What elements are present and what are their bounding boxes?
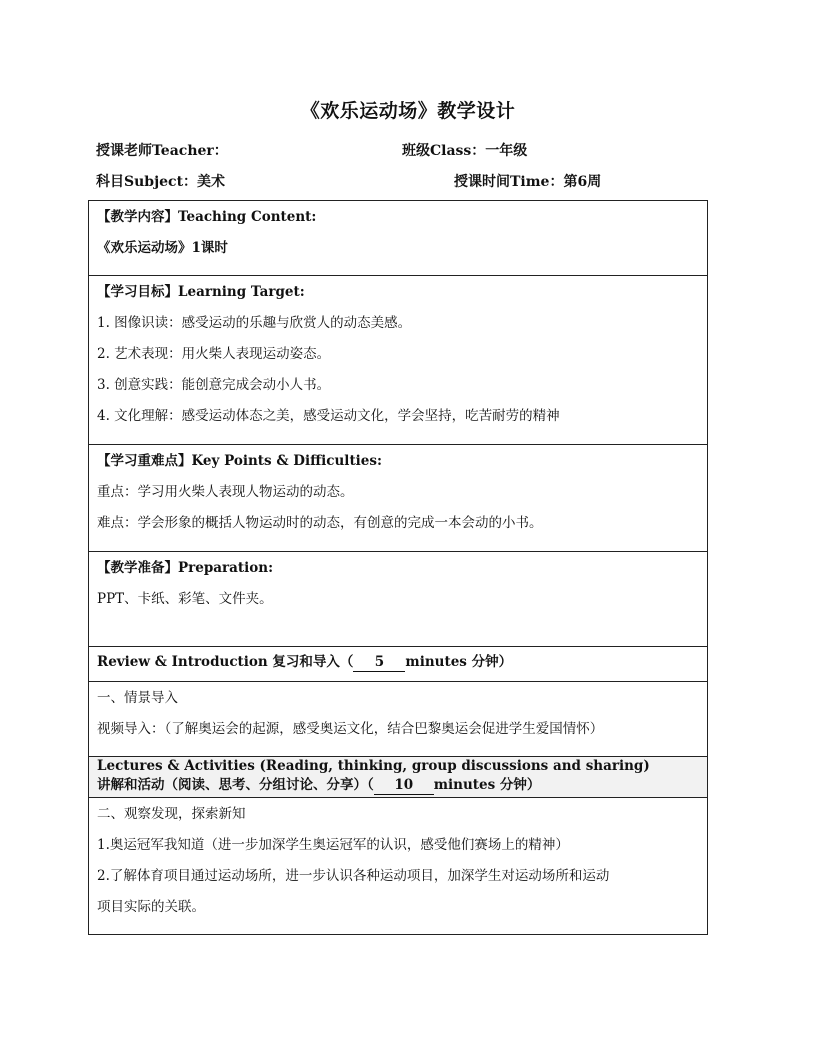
key-points-heading: 【学习重难点】Key Points & Difficulties: [97, 453, 382, 469]
learning-target-item: 1. 图像识读：感受运动的乐趣与欣赏人的动态美感。 [97, 315, 412, 331]
preparation-heading: 【教学准备】Preparation: [97, 560, 274, 576]
preparation-row [89, 552, 708, 647]
review-cell [89, 647, 708, 682]
observe-item-continued: 项目实际的关联。 [97, 899, 205, 915]
teacher-label: 授课老师Teacher： [96, 143, 228, 159]
teaching-content-row [89, 201, 708, 276]
key-point-item: 重点：学习用火柴人表现人物运动的动态。 [97, 484, 354, 500]
lectures-cell [89, 757, 708, 798]
learning-target-row [89, 276, 708, 445]
learning-target-item: 3. 创意实践：能创意完成会动小人书。 [97, 377, 331, 393]
intro-row [89, 682, 708, 757]
learning-target-item: 2. 艺术表现：用火柴人表现运动姿态。 [97, 346, 331, 362]
lectures-minutes-unit: minutes 分钟） [433, 777, 541, 793]
learning-target-heading: 【学习目标】Learning Target: [97, 284, 305, 300]
observe-item: 2.了解体育项目通过运动场所，进一步认识各种运动项目，加深学生对运动场所和运动 [97, 868, 610, 884]
document-title: 《欢乐运动场》教学设计 [300, 100, 516, 122]
learning-target-item: 4. 文化理解：感受运动体态之美，感受运动文化，学会坚持，吃苦耐劳的精神 [97, 408, 560, 424]
observe-heading: 二、观察发现，探索新知 [97, 806, 246, 822]
teaching-content-heading: 【教学内容】Teaching Content: [97, 209, 317, 225]
review-heading [97, 647, 699, 678]
key-points-row [89, 445, 708, 552]
lectures-heading-cn [97, 776, 699, 795]
preparation-cell [89, 552, 708, 647]
intro-cell [89, 682, 708, 757]
difficulty-item: 难点：学会形象的概括人物运动时的动态，有创意的完成一本会动的小书。 [97, 515, 543, 531]
review-label: Review & Introduction 复习和导入（ [97, 654, 354, 670]
observe-item: 1.奥运冠军我知道（进一步加深学生奥运冠军的认识，感受他们赛场上的精神） [97, 837, 569, 853]
key-points-cell [89, 445, 708, 552]
lectures-minutes: 10 [374, 776, 434, 795]
lectures-row [89, 757, 708, 798]
review-minutes-unit: minutes 分钟） [405, 654, 513, 670]
lectures-label: 讲解和活动（阅读、思考、分组讨论、分享）（ [97, 777, 374, 793]
intro-heading: 一、情景导入 [97, 690, 178, 706]
class-label: 班级Class：一年级 [402, 143, 528, 159]
preparation-text: PPT、卡纸、彩笔、文件夹。 [97, 591, 273, 607]
subject-label: 科目Subject：美术 [96, 174, 226, 190]
observe-cell [89, 798, 708, 935]
teaching-content-cell [89, 201, 708, 276]
time-label: 授课时间Time：第6周 [454, 174, 602, 190]
observe-row [89, 798, 708, 935]
intro-text: 视频导入：（了解奥运会的起源，感受奥运文化，结合巴黎奥运会促进学生爱国情怀） [97, 721, 604, 737]
review-row [89, 647, 708, 682]
review-minutes: 5 [353, 653, 405, 672]
teaching-content-text: 《欢乐运动场》1课时 [97, 240, 228, 256]
lectures-heading-en: Lectures & Activities (Reading, thinking, group discussions and sharing) [97, 758, 650, 774]
lesson-plan-table [88, 200, 708, 935]
learning-target-cell [89, 276, 708, 445]
